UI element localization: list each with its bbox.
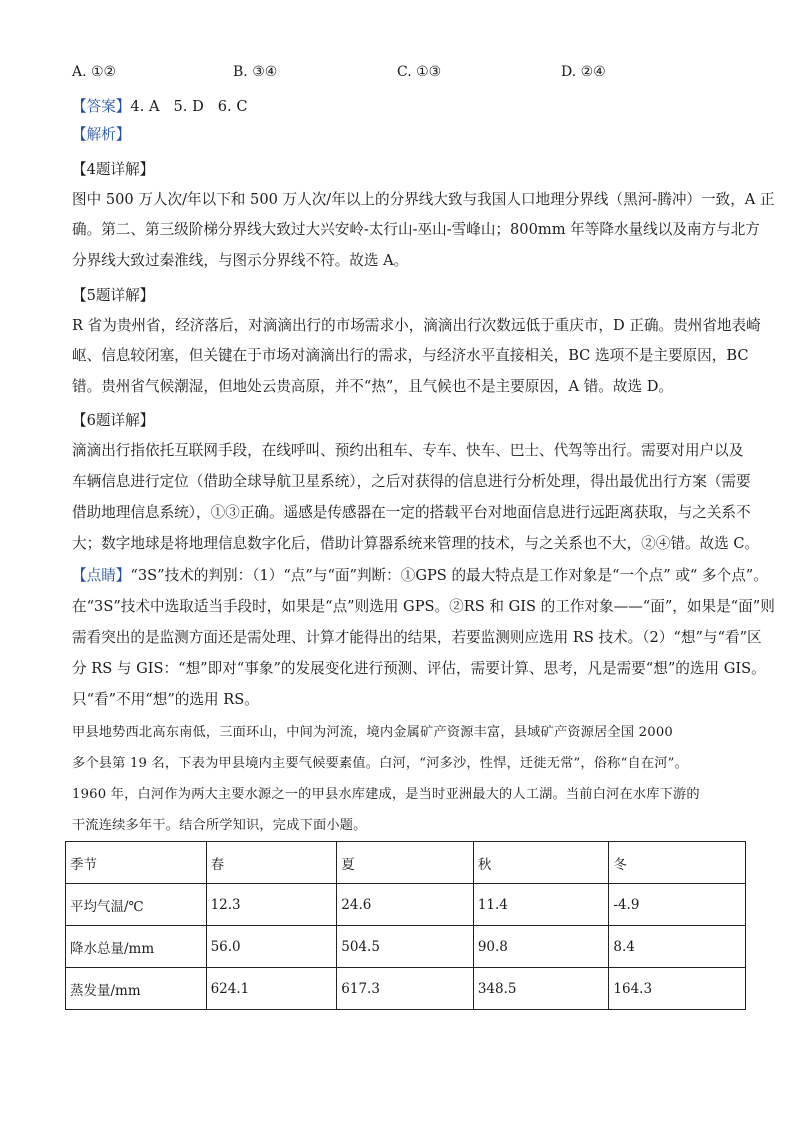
option-b: B. ③④ — [233, 64, 278, 80]
tip-line-3: 需看突出的是监测方面还是需处理、计算才能得出的结果，若要监测则应选用 RS 技术。（2）“想”与“看”区 — [72, 629, 762, 646]
tip-line-1 — [72, 566, 768, 586]
table-header-cell: 夏 — [337, 842, 474, 884]
answer-line — [72, 97, 262, 117]
q5-line-1: R 省为贵州省，经济落后，对滴滴出行的市场需求小，滴滴出行次数远低于重庆市，D 正确。贵州省地表崎 — [72, 317, 761, 334]
passage-line-4: 干流连续多年干。结合所学知识，完成下面小题。 — [72, 818, 367, 833]
answer-options — [72, 64, 722, 88]
q4-line-1: 图中 500 万人次/年以下和 500 万人次/年以上的分界线大致与我国人口地理分界线（黑河-腾冲）一致，A 正 — [72, 191, 775, 208]
option-a: A. ①② — [72, 64, 117, 80]
q4-title: 【4题详解】 — [72, 161, 155, 178]
table-cell: 降水总量/mm — [66, 926, 207, 968]
q5-line-2: 岖、信息较闭塞，但关键在于市场对滴滴出行的需求，与经济水平直接相关，BC 选项不是主要原因，BC — [72, 347, 749, 364]
q4-line-3: 分界线大致过秦淮线，与图示分界线不符。故选 A。 — [72, 252, 409, 269]
tip-line-4: 分 RS 与 GIS：“想”即对“事象”的发展变化进行预测、评估，需要计算、思考，凡是需要“想”的选用 GIS。 — [72, 660, 766, 677]
table-cell: 11.4 — [473, 884, 609, 926]
analysis-tag: 【解析】 — [72, 126, 131, 143]
table-header-cell: 秋 — [473, 842, 609, 884]
table-cell: 164.3 — [609, 968, 746, 1010]
tip-first-text: “3S”技术的判别：（1）“点”与“面”判断：①GPS 的最大特点是工作对象是“一个点” 或“ 多个点”。 — [130, 567, 768, 584]
q6-line-3: 借助地理信息系统），①③正确。遥感是传感器在一定的搭载平台对地面信息进行远距离获取，与之关系不 — [72, 504, 751, 521]
table-cell: 56.0 — [206, 926, 337, 968]
q5-title: 【5题详解】 — [72, 287, 155, 304]
table-cell: 平均气温/℃ — [66, 884, 207, 926]
q4-line-2: 确。第二、第三级阶梯分界线大致过大兴安岭-太行山-巫山-雪峰山；800mm 年等降水量线以及南方与北方 — [72, 221, 760, 238]
table-row — [66, 884, 746, 926]
passage-line-2: 多个县第 19 名，下表为甲县境内主要气候要素值。白河，“河多沙，性悍，迁徙无常”，俗称“自在河”。 — [72, 756, 689, 771]
passage-line-1: 甲县地势西北高东南低，三面环山，中间为河流，境内金属矿产资源丰富，县域矿产资源居全国 2000 — [72, 725, 674, 740]
table-cell: 8.4 — [609, 926, 746, 968]
passage-line-3: 1960 年，白河作为两大主要水源之一的甲县水库建成，是当时亚洲最大的人工湖。当前白河在水库下游的 — [72, 787, 700, 802]
q5-line-3: 错。贵州省气候潮湿，但地处云贵高原，并不“热”，且气候也不是主要原因，A 错。故选 D。 — [72, 378, 674, 395]
option-d: D. ②④ — [561, 64, 606, 80]
tip-line-2: 在“3S”技术中选取适当手段时，如果是“点”则选用 GPS。②RS 和 GIS 的工作对象——“面”，如果是“面”则 — [72, 598, 775, 615]
table-cell: 12.3 — [206, 884, 337, 926]
table-header-row — [66, 842, 746, 884]
table-cell: 617.3 — [337, 968, 474, 1010]
table-cell: 24.6 — [337, 884, 474, 926]
table-row — [66, 926, 746, 968]
climate-table — [65, 841, 746, 1010]
table-header-cell: 春 — [206, 842, 337, 884]
q6-line-1: 滴滴出行指依托互联网手段，在线呼叫、预约出租车、专车、快车、巴士、代驾等出行。需要对用户以及 — [72, 442, 744, 459]
answer-5: 5. D — [173, 98, 204, 115]
table-row — [66, 968, 746, 1010]
tip-line-5: 只“看”不用“想”的选用 RS。 — [72, 691, 259, 708]
table-cell: 348.5 — [473, 968, 609, 1010]
table-cell: -4.9 — [609, 884, 746, 926]
table-header-cell: 季节 — [66, 842, 207, 884]
table-cell: 蒸发量/mm — [66, 968, 207, 1010]
table-cell: 624.1 — [206, 968, 337, 1010]
answer-4: 4. A — [130, 98, 160, 115]
table-cell: 504.5 — [337, 926, 474, 968]
option-c: C. ①③ — [397, 64, 442, 80]
tip-tag: 【点睛】 — [72, 567, 131, 584]
table-header-cell: 冬 — [609, 842, 746, 884]
answer-6: 6. C — [217, 98, 248, 115]
table-cell: 90.8 — [473, 926, 609, 968]
q6-line-2: 车辆信息进行定位（借助全球导航卫星系统），之后对获得的信息进行分析处理，得出最优出行方案（需要 — [72, 473, 751, 490]
answer-tag: 【答案】 — [72, 98, 131, 115]
q6-title: 【6题详解】 — [72, 412, 155, 429]
q6-line-4: 大；数字地球是将地理信息数字化后，借助计算器系统来管理的技术，与之关系也不大，②④错。故选 C。 — [72, 535, 760, 552]
